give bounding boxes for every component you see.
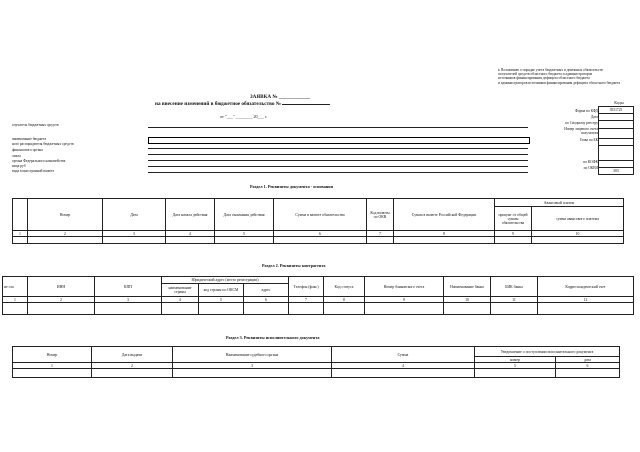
s3-num: 4: [332, 363, 475, 369]
form-date: от "___" ________ 20___ г.: [220, 114, 268, 119]
s1-col-okv: Код валюты по ОКВ: [367, 199, 394, 231]
s1-blank: [13, 199, 28, 231]
s3-num: 6: [556, 363, 620, 369]
s2-col-addr: адрес: [244, 284, 289, 297]
s3-col-number: Номер: [13, 347, 92, 363]
s3-col-notice-no: номер: [475, 357, 556, 363]
right-label-registry: по Сводному реестру: [565, 121, 598, 125]
s1-num: 10: [532, 231, 624, 237]
section2-table: [2, 276, 634, 315]
s1-num: 5: [215, 231, 274, 237]
s2-num: 3: [95, 297, 162, 303]
s2-num: 10: [444, 297, 491, 303]
right-label-kofk: по КОФК: [583, 160, 598, 164]
code-chapter[interactable]: [599, 138, 634, 145]
s3-col-notice: Уведомление о поступлении исполнительного документа: [475, 347, 620, 357]
section3-table: [12, 346, 620, 378]
s3-col-court: Наименование судебного органа: [173, 347, 332, 363]
form-title: [220, 94, 340, 100]
s2-col-kpp: КПП: [95, 277, 162, 297]
s1-num: 8: [394, 231, 495, 237]
form-subtitle: [155, 101, 385, 107]
left-label: аименование бюджета: [12, 137, 47, 141]
s1-col-start: Дата начала действия: [166, 199, 215, 231]
left-label: вида в иностранной валюте: [12, 169, 55, 173]
code-blank[interactable]: [599, 145, 634, 160]
s3-num: 3: [173, 363, 332, 369]
code-registry[interactable]: [599, 121, 634, 128]
left-label: олучатель бюджетных средств: [12, 123, 59, 127]
annex-line: к Положению о порядке учета бюджетных и денежных обязательств: [498, 68, 603, 72]
s3-num: 5: [475, 363, 556, 369]
s1-col-sum-currency: Сумма в валюте обязательства: [274, 199, 367, 231]
s3-col-issue-date: Дата выдачи: [92, 347, 173, 363]
code-form[interactable]: 0531725: [599, 107, 634, 114]
s2-col-phone: Телефон (факс): [289, 277, 324, 297]
table-row[interactable]: [3, 303, 634, 315]
s2-num: 6: [244, 297, 289, 303]
s2-num: 2: [28, 297, 95, 303]
annex-line: источников финансирования дефицита областного бюджета: [498, 76, 590, 81]
s1-num: 6: [274, 231, 367, 237]
s1-col-pct: процент от общей суммы обязательства: [495, 207, 532, 231]
right-label-okei: по ОКЕИ: [583, 166, 598, 170]
title-line1: ЗАЯВКА № ____________: [249, 94, 311, 100]
section1-table: [12, 198, 624, 244]
s2-col-account: Номер банковского счета: [365, 277, 444, 297]
right-label-chapter: Глава по БК: [579, 138, 598, 142]
s1-num: 2: [28, 231, 103, 237]
s1-col-advance: Авансовый платеж: [495, 199, 624, 207]
s2-num: 4: [162, 297, 199, 303]
s2-col-address: Юридический адрес (место регистрации): [162, 277, 289, 284]
s1-num: 1: [13, 231, 28, 237]
s2-num: 11: [491, 297, 538, 303]
s2-col-country: наименование страны: [162, 284, 199, 297]
codes-header: Коды: [614, 100, 624, 105]
s1-col-end: Дата окончания действия: [215, 199, 274, 231]
left-label: финансового органа: [12, 148, 43, 152]
right-label-date: Дата: [590, 115, 598, 119]
s1-num: 4: [166, 231, 215, 237]
right-label-form: Форма по КФД: [575, 109, 598, 113]
code-date[interactable]: [599, 114, 634, 121]
s2-num: 5: [199, 297, 244, 303]
s2-col-name: ие гла: [3, 277, 28, 297]
s1-col-date: Дата: [103, 199, 166, 231]
code-account[interactable]: [599, 128, 634, 138]
s3-col-notice-date: дата: [556, 357, 620, 363]
s2-num: 7: [289, 297, 324, 303]
code-okei[interactable]: 383: [599, 167, 634, 174]
right-label-account: Номер лицевого счета получателя: [564, 127, 598, 136]
annex-text: [498, 68, 638, 85]
s1-num: 7: [367, 231, 394, 237]
s1-col-adv-sum: сумма авансового платежа: [532, 207, 624, 231]
s2-col-corr: Корреспондентский счет: [538, 277, 634, 297]
table-row[interactable]: [13, 237, 624, 244]
section1-title: Раздел 1. Реквизиты документа - основания: [250, 184, 333, 189]
section2-title: Раздел 2. Реквизиты контрагента: [262, 263, 326, 268]
left-label: органа Федерального казначейства: [12, 159, 66, 163]
section3-title: Раздел 3. Реквизиты исполнительного документа: [226, 335, 320, 340]
s3-num: 1: [13, 363, 92, 369]
s2-col-bik: БИК банка: [491, 277, 538, 297]
annex-line: получателей средств областного бюджета и администраторов: [498, 72, 593, 77]
s1-col-sum-rub: Сумма в валюте Российской Федерации: [394, 199, 495, 231]
s2-col-inn: ИНН: [28, 277, 95, 297]
code-kofk[interactable]: [599, 160, 634, 167]
s1-num: 9: [495, 231, 532, 237]
left-label: ного распорядителя бюджетных средств: [12, 142, 74, 146]
s3-num: 2: [92, 363, 173, 369]
annex-line: и администраторов источников финансирования дефицита областного бюджета: [498, 80, 621, 85]
s2-num: 8: [324, 297, 365, 303]
s2-num: 9: [365, 297, 444, 303]
recipient-field[interactable]: [148, 137, 530, 144]
table-row[interactable]: [13, 369, 620, 378]
s1-num: 3: [103, 231, 166, 237]
s2-num: 1: [3, 297, 28, 303]
s3-col-sum: Сумма: [332, 347, 475, 363]
s1-col-number: Номер: [28, 199, 103, 231]
left-label: лиала: [12, 154, 21, 158]
codes-table: [598, 106, 634, 175]
left-label: ница руб: [12, 164, 26, 168]
s2-num: 12: [538, 297, 634, 303]
s2-col-oksm: код страны по ОКСМ: [199, 284, 244, 297]
title-line2: на внесение изменений в бюджетное обязательство №: [155, 101, 282, 107]
s2-col-status: Код статуса: [324, 277, 365, 297]
s2-col-bank: Наименование банка: [444, 277, 491, 297]
